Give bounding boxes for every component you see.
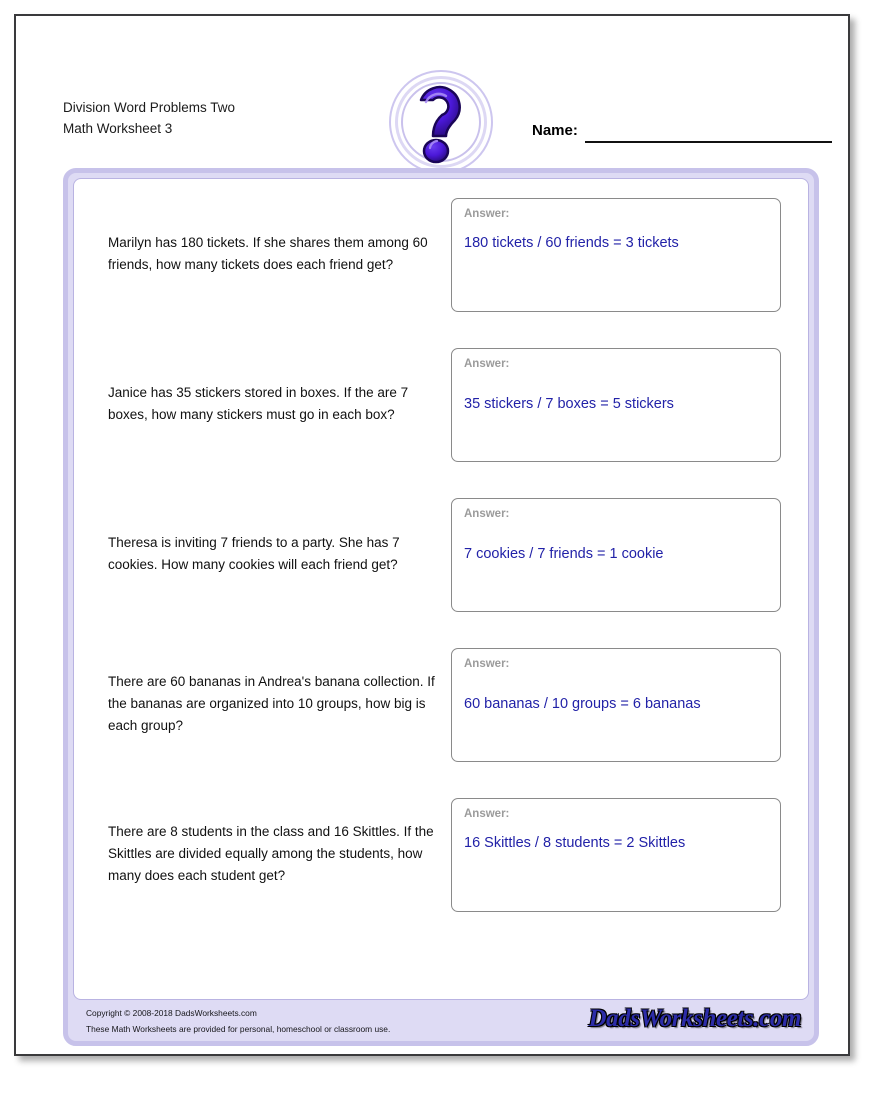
usage-line: These Math Worksheets are provided for personal, homeschool or classroom use.: [86, 1023, 391, 1034]
answer-box[interactable]: [451, 648, 781, 762]
answer-box[interactable]: [451, 498, 781, 612]
name-field[interactable]: [532, 122, 832, 148]
worksheet-title-block: [63, 98, 235, 140]
worksheet-header: [16, 16, 848, 164]
question-text: Janice has 35 stickers stored in boxes. If the are 7 boxes, how many stickers must go in each box?: [108, 385, 409, 422]
problem-row: [74, 479, 810, 629]
problem-row: [74, 329, 810, 479]
name-write-line[interactable]: [585, 141, 832, 143]
answer-label: Answer:: [464, 808, 510, 820]
question-mark-icon: [387, 66, 495, 178]
answer-label: Answer:: [464, 208, 510, 220]
name-label: Name:: [532, 122, 578, 139]
answer-value: 35 stickers / 7 boxes = 5 stickers: [464, 396, 674, 413]
page-title: Division Word Problems Two: [63, 100, 236, 115]
answer-value: 60 bananas / 10 groups = 6 bananas: [464, 696, 701, 713]
worksheet-page: [14, 14, 850, 1056]
question-text: There are 60 bananas in Andrea's banana collection. If the bananas are organized into 10 groups, how big is each group?: [108, 674, 435, 733]
question-text: Marilyn has 180 tickets. If she shares them among 60 friends, how many tickets does each friend get?: [108, 235, 428, 272]
question-mark-glyph: [387, 66, 495, 178]
problem-row: [74, 629, 810, 779]
problem-row: [74, 179, 810, 329]
problem-row: [74, 779, 810, 929]
question-text: There are 8 students in the class and 16 Skittles. If the Skittles are divided equally among the students, how many does each student get?: [108, 824, 434, 883]
worksheet-body: [73, 178, 809, 1000]
answer-box[interactable]: [451, 348, 781, 462]
problem-list: [74, 179, 810, 929]
answer-label: Answer:: [464, 508, 510, 520]
question-text: Theresa is inviting 7 friends to a party. She has 7 cookies. How many cookies will each friend get?: [108, 535, 400, 572]
page-subtitle: Math Worksheet 3: [63, 120, 173, 136]
worksheet-frame: [63, 168, 819, 1046]
answer-value: 16 Skittles / 8 students = 2 Skittles: [464, 835, 686, 851]
answer-label: Answer:: [464, 658, 510, 670]
answer-box[interactable]: [451, 198, 781, 312]
dadsworksheets-logo: DadsWorksheets.com: [588, 1005, 801, 1032]
answer-box[interactable]: [451, 798, 781, 912]
copyright-block: [86, 1006, 390, 1038]
answer-label: Answer:: [464, 358, 510, 370]
answer-value: 180 tickets / 60 friends = 3 tickets: [464, 235, 679, 251]
answer-value: 7 cookies / 7 friends = 1 cookie: [464, 546, 664, 563]
worksheet-footer: [73, 1003, 809, 1041]
copyright-line: Copyright © 2008-2018 DadsWorksheets.com: [86, 1008, 257, 1018]
